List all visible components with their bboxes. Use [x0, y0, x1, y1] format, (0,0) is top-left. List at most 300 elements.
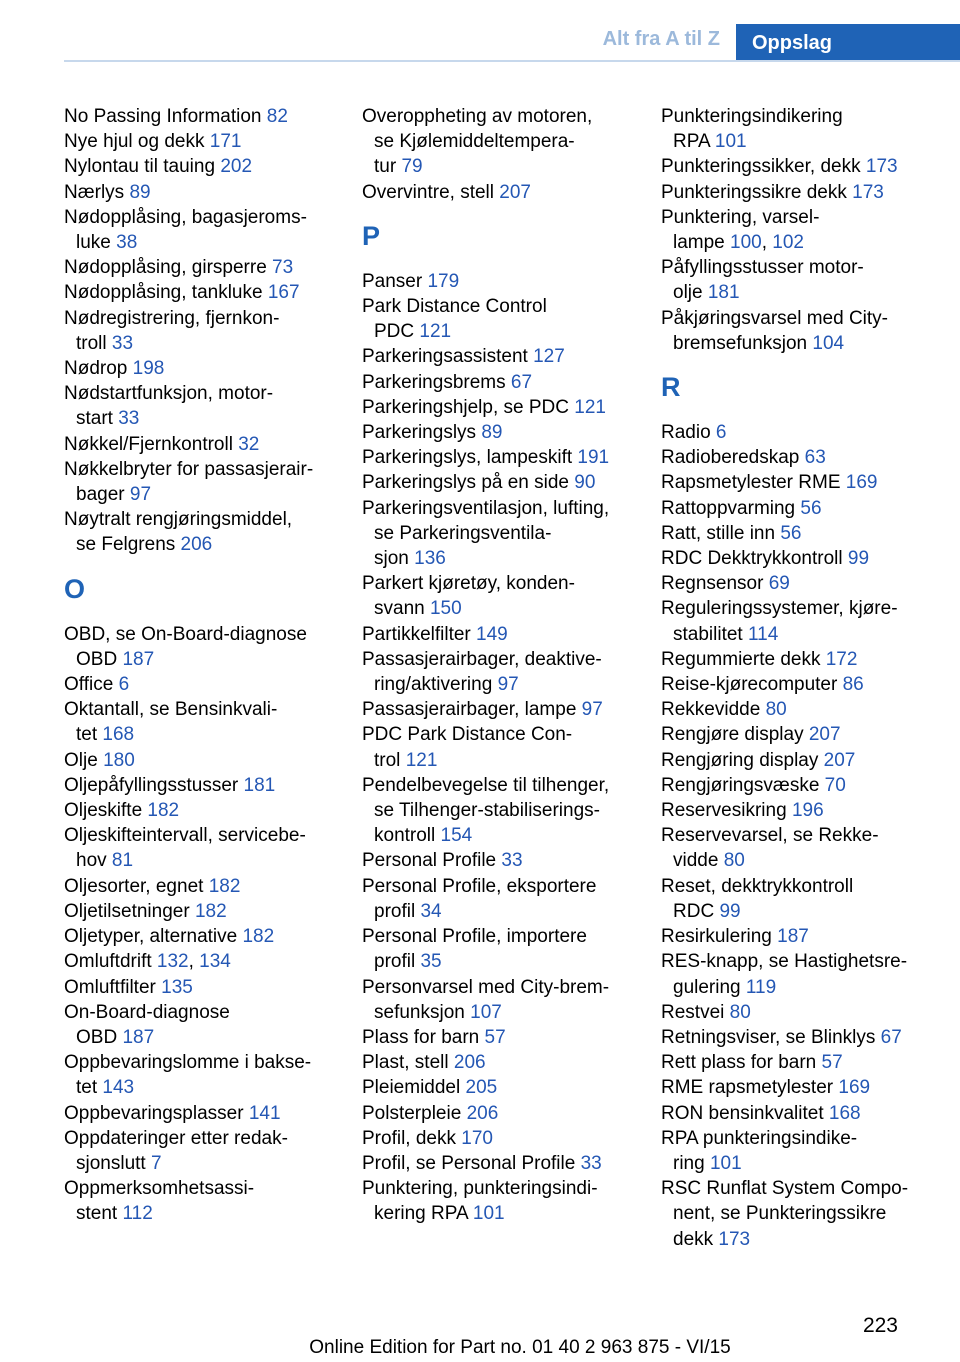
index-entry-line [362, 899, 648, 924]
index-entry-line [661, 924, 951, 949]
page-reference-link[interactable]: 205 [465, 1077, 498, 1099]
index-term: Parkeringslys [362, 422, 482, 444]
page-reference-link[interactable]: 127 [533, 346, 565, 368]
page-reference-link[interactable]: 134 [199, 951, 231, 973]
index-term: Nødregistrering, fjernkon- [64, 307, 280, 329]
index-term: Office [64, 674, 119, 696]
index-term: Radio [661, 422, 716, 444]
index-entry-line [661, 748, 951, 773]
index-entry-line [64, 773, 350, 798]
index-entry [661, 722, 951, 747]
index-entry-line [64, 205, 350, 230]
section-tab[interactable]: Alt fra A til Z [602, 28, 720, 50]
index-term: PDC [374, 321, 420, 343]
page-reference-link[interactable]: 114 [747, 623, 779, 645]
index-term: Nøkkel/Fjernkontroll [64, 433, 239, 455]
page-reference-link[interactable]: 207 [808, 724, 841, 746]
index-entry [64, 507, 350, 557]
index-entry-line [362, 1201, 648, 1226]
index-entry-line [362, 697, 648, 722]
page-reference-link[interactable]: 168 [828, 1102, 861, 1124]
index-term: RDC [673, 900, 720, 922]
index-entry-line [661, 1176, 951, 1201]
index-entry [64, 356, 350, 381]
index-term: No Passing Information [64, 106, 267, 127]
index-entry [661, 306, 951, 356]
index-term: Oktantall, se Bensinkvali- [64, 699, 278, 721]
index-term: Punktering, punkteringsindi- [362, 1178, 598, 1200]
index-entry-line [362, 180, 648, 205]
page-reference-link[interactable]: 33 [580, 1152, 602, 1174]
index-entry-line [661, 445, 951, 470]
index-term: sjon [374, 548, 415, 570]
index-entry [64, 306, 350, 356]
index-term: sefunksjon [374, 1001, 471, 1023]
index-term: Reservevarsel, se Rekke- [661, 825, 879, 847]
page-reference-link[interactable]: 181 [243, 774, 276, 796]
page-reference-link[interactable]: 6 [118, 674, 130, 696]
index-entry [64, 255, 350, 280]
page-reference-link[interactable]: 67 [510, 371, 533, 393]
index-term: se Felgrens [76, 534, 181, 556]
index-entry [661, 1025, 951, 1050]
index-entry [661, 104, 951, 154]
index-term: ring/aktivering [374, 674, 498, 696]
index-entry-line [661, 1050, 951, 1075]
index-term: Rattoppvarming [661, 497, 801, 519]
index-entry-line [661, 848, 951, 873]
index-term: RDC Dekktrykkontroll [661, 548, 848, 570]
page-reference-link[interactable]: 169 [845, 472, 878, 494]
index-entry [661, 496, 951, 521]
index-term: hov [76, 850, 112, 872]
index-entry [661, 924, 951, 949]
index-term: Nærlys [64, 181, 130, 203]
index-term: nent, se Punkteringssikre [673, 1203, 887, 1225]
page-reference-link[interactable]: 121 [419, 321, 452, 343]
page-reference-link[interactable]: 168 [102, 724, 135, 746]
index-term: tet [76, 1077, 103, 1099]
page-reference-link[interactable]: 33 [111, 332, 134, 354]
index-entry-line [64, 748, 350, 773]
page-reference-link[interactable]: 121 [574, 396, 606, 418]
page-reference-link[interactable]: 169 [838, 1077, 871, 1099]
index-entry [64, 1050, 350, 1100]
index-term: RME rapsmetylester [661, 1077, 839, 1099]
index-entry-line [661, 949, 951, 974]
page-reference-link[interactable]: 99 [847, 548, 870, 570]
index-entry-line [661, 230, 951, 255]
index-entry-line [661, 255, 951, 280]
page-reference-link[interactable]: 100 [730, 232, 762, 254]
index-entry [64, 180, 350, 205]
index-term: PDC Park Distance Con- [362, 724, 573, 746]
page-reference-link[interactable]: 99 [719, 900, 741, 922]
index-term: se Kjølemiddeltempera- [374, 131, 575, 153]
index-entry-line [64, 672, 350, 697]
page-reference-link[interactable]: 80 [765, 699, 787, 721]
index-term: Polsterpleie [362, 1102, 467, 1124]
index-term: Panser [362, 270, 428, 292]
page-reference-link[interactable]: 136 [414, 548, 446, 570]
page-reference-link[interactable]: 132 [156, 951, 189, 973]
index-term: Punkteringssikker, dekk [661, 156, 866, 178]
index-entry-line [661, 546, 951, 571]
page-reference-link[interactable]: 56 [800, 497, 822, 519]
index-entry [661, 154, 951, 179]
index-entry [362, 773, 648, 849]
active-tab-oppslag[interactable]: Oppslag [736, 24, 960, 62]
index-entry-line [661, 697, 951, 722]
page-reference-link[interactable]: 182 [242, 926, 275, 948]
index-column-1 [64, 104, 350, 1227]
index-term: Rekkevidde [661, 699, 766, 721]
index-column-2 [362, 104, 648, 1227]
index-entry-line [64, 848, 350, 873]
index-entry-line [661, 104, 951, 129]
index-entry [661, 798, 951, 823]
index-term: Personal Profile [362, 850, 502, 872]
index-entry-line [362, 370, 648, 395]
page-reference-link[interactable]: 90 [574, 472, 596, 494]
index-entry-line [64, 1025, 350, 1050]
index-term: lampe [673, 232, 731, 254]
index-term: OBD [76, 1026, 123, 1048]
index-term: Regummierte dekk [661, 648, 826, 670]
index-entry-line [661, 1201, 951, 1226]
index-entry [64, 748, 350, 773]
index-term: Profil, dekk [362, 1127, 462, 1149]
index-term: se Tilhenger-stabiliserings- [374, 800, 600, 822]
index-term: Rengjøre display [661, 724, 809, 746]
page-reference-link[interactable]: 206 [180, 534, 213, 556]
index-entry-line [64, 1050, 350, 1075]
page-reference-link[interactable]: 35 [420, 951, 442, 973]
index-term: dekk [673, 1228, 719, 1250]
index-term: Pendelbevegelse til tilhenger, [362, 774, 610, 796]
index-entry-line [64, 1151, 350, 1176]
page-reference-link[interactable]: 104 [812, 332, 845, 354]
page-reference-link[interactable]: 89 [481, 422, 503, 444]
index-entry [362, 370, 648, 395]
index-entry-line [362, 975, 648, 1000]
index-entry [64, 1176, 350, 1226]
index-term: Nødrop [64, 358, 133, 380]
page-reference-link[interactable]: 6 [715, 422, 727, 444]
page-reference-link[interactable]: 57 [821, 1052, 843, 1074]
index-term: Oljesorter, egnet [64, 875, 209, 897]
index-term: Punktering, varsel- [661, 206, 820, 228]
page-reference-link[interactable]: 69 [768, 573, 790, 595]
index-entry [362, 1151, 648, 1176]
index-entry-line [64, 104, 350, 129]
index-letter-heading: R [661, 372, 681, 403]
index-entry-line [64, 406, 350, 431]
index-entry [362, 470, 648, 495]
page-reference-link[interactable]: 207 [823, 749, 856, 771]
index-term: Oljeskifteintervall, servicebe- [64, 825, 306, 847]
index-entry-line [64, 482, 350, 507]
index-entry [64, 622, 350, 672]
page-reference-link[interactable]: 79 [401, 156, 423, 178]
index-term: Rett plass for barn [661, 1052, 822, 1074]
index-term: Nødstartfunksjon, motor- [64, 383, 274, 405]
page-reference-link[interactable]: 180 [103, 749, 135, 771]
index-entry [661, 1000, 951, 1025]
index-entry [362, 622, 648, 647]
page-reference-link[interactable]: 33 [118, 408, 140, 430]
page-reference-link[interactable]: 167 [267, 282, 300, 304]
page-reference-link[interactable]: 206 [453, 1052, 486, 1074]
index-entry-line [661, 672, 951, 697]
page-reference-link[interactable]: 198 [132, 358, 165, 380]
page-reference-link[interactable]: 112 [122, 1203, 153, 1225]
index-entry-line [661, 622, 951, 647]
index-term: Passasjerairbager, deaktive- [362, 648, 602, 670]
page-reference-link[interactable]: 173 [718, 1228, 751, 1250]
index-entry [64, 697, 350, 747]
index-entry [661, 823, 951, 873]
page-reference-link[interactable]: 135 [161, 976, 193, 998]
page-reference-link[interactable]: 150 [429, 598, 462, 620]
page-reference-link[interactable]: 187 [122, 1026, 155, 1048]
index-entry [661, 521, 951, 546]
index-entry [661, 748, 951, 773]
index-term: Partikkelfilter [362, 623, 477, 645]
page-reference-link[interactable]: 97 [497, 674, 519, 696]
index-term: Nøkkelbryter for passasjerair- [64, 458, 314, 480]
page-reference-link[interactable]: 173 [865, 156, 898, 178]
index-entry-line [64, 180, 350, 205]
page-reference-link[interactable]: 207 [499, 181, 531, 203]
index-entry-line [362, 104, 648, 129]
index-entry [64, 154, 350, 179]
index-term: Påkjøringsvarsel med City- [661, 307, 888, 329]
index-term: Oljepåfyllingsstusser [64, 774, 244, 796]
index-term: kontroll [374, 825, 441, 847]
index-term: Personal Profile, importere [362, 926, 587, 948]
page-reference-link[interactable]: 102 [772, 232, 804, 254]
index-term: se Parkeringsventila- [374, 522, 552, 544]
page-reference-link[interactable]: 89 [129, 181, 151, 203]
page-reference-link[interactable]: 202 [220, 156, 253, 178]
index-entry-line [362, 294, 648, 319]
index-term: Plast, stell [362, 1052, 454, 1074]
page-reference-link[interactable]: 143 [102, 1077, 135, 1099]
index-entry-line [661, 331, 951, 356]
page-reference-link[interactable]: 182 [147, 800, 180, 822]
index-term: , [761, 232, 773, 254]
page-reference-link[interactable]: 73 [272, 257, 294, 279]
page-reference-link[interactable]: 101 [714, 131, 747, 153]
index-entry [362, 1025, 648, 1050]
page-reference-link[interactable]: 179 [427, 270, 460, 292]
page-reference-link[interactable]: 181 [707, 282, 740, 304]
page-reference-link[interactable]: 206 [466, 1102, 499, 1124]
index-entry [64, 823, 350, 873]
page-reference-link[interactable]: 187 [122, 648, 155, 670]
page-reference-link[interactable]: 170 [461, 1127, 493, 1149]
index-entry-line [64, 381, 350, 406]
page-reference-link[interactable]: 97 [581, 699, 603, 721]
index-term: troll [76, 332, 112, 354]
page-reference-link[interactable]: 141 [248, 1102, 281, 1124]
index-entry-line [661, 180, 951, 205]
index-entry [362, 874, 648, 924]
page-reference-link[interactable]: 172 [825, 648, 858, 670]
page-reference-link[interactable]: 80 [729, 1001, 751, 1023]
index-term: Pleiemiddel [362, 1077, 466, 1099]
index-entry-line [362, 445, 648, 470]
index-entry-line [64, 457, 350, 482]
index-entry [661, 672, 951, 697]
index-term: Resirkulering [661, 926, 778, 948]
index-entry-line [661, 899, 951, 924]
page-reference-link[interactable]: 63 [804, 447, 826, 469]
index-entry-line [661, 1075, 951, 1100]
index-term: trol [374, 749, 406, 771]
index-entry [64, 773, 350, 798]
page-reference-link[interactable]: 38 [116, 232, 138, 254]
index-entry [362, 1101, 648, 1126]
page-reference-link[interactable]: 182 [208, 875, 241, 897]
index-term: Overoppheting av motoren, [362, 106, 593, 127]
index-entry-line [64, 1201, 350, 1226]
index-entry-line [661, 773, 951, 798]
index-term: profil [374, 951, 421, 973]
index-entry-line [64, 255, 350, 280]
index-entry [64, 899, 350, 924]
page-reference-link[interactable]: 34 [420, 900, 442, 922]
index-entry-line [661, 596, 951, 621]
index-term: Plass for barn [362, 1026, 485, 1048]
index-term: Personvarsel med City-brem- [362, 976, 610, 998]
page-reference-link[interactable]: 173 [852, 181, 884, 203]
index-term: profil [374, 900, 421, 922]
page-reference-link[interactable]: 171 [209, 131, 242, 153]
page-reference-link[interactable]: 56 [780, 522, 802, 544]
index-entry-line [362, 470, 648, 495]
index-entry [362, 1126, 648, 1151]
index-entry [64, 1101, 350, 1126]
index-entry [362, 924, 648, 974]
index-term: stent [76, 1203, 123, 1225]
index-term: OBD [76, 648, 123, 670]
index-entry [661, 420, 951, 445]
index-term: Oppbevaringslomme i bakse- [64, 1052, 312, 1074]
page-reference-link[interactable]: 33 [501, 850, 523, 872]
index-entry-line [661, 722, 951, 747]
index-entry-line [661, 1151, 951, 1176]
index-entry-line [64, 507, 350, 532]
index-entry-line [661, 154, 951, 179]
index-entry-line [362, 1000, 648, 1025]
index-entry [64, 975, 350, 1000]
index-entry-line [362, 596, 648, 621]
index-term: Punkteringssikre dekk [661, 181, 853, 203]
page-reference-link[interactable]: 101 [472, 1203, 505, 1225]
index-entry-line [362, 129, 648, 154]
page-reference-link[interactable]: 97 [129, 484, 152, 506]
index-term: bremsefunksjon [673, 332, 813, 354]
index-entry [362, 269, 648, 294]
index-term: Omluftfilter [64, 976, 162, 998]
index-term: Rapsmetylester RME [661, 472, 846, 494]
index-entry-line [661, 1000, 951, 1025]
index-column-3 [661, 104, 951, 1252]
page-reference-link[interactable]: 154 [440, 825, 473, 847]
index-entry [64, 949, 350, 974]
page-reference-link[interactable]: 149 [476, 623, 508, 645]
index-entry-line [64, 280, 350, 305]
page-reference-link[interactable]: 182 [194, 900, 227, 922]
page-reference-link[interactable]: 7 [150, 1152, 162, 1174]
index-entry-line [661, 571, 951, 596]
index-entry-line [64, 924, 350, 949]
index-entry-line [362, 571, 648, 596]
page-reference-link[interactable]: 67 [880, 1026, 902, 1048]
index-entry [64, 205, 350, 255]
index-entry-line [64, 622, 350, 647]
page-reference-link[interactable]: 81 [111, 850, 134, 872]
page-reference-link[interactable]: 32 [238, 433, 260, 455]
index-entry [661, 180, 951, 205]
index-term: vidde [673, 850, 724, 872]
index-term: Nødopplåsing, tankluke [64, 282, 268, 304]
index-entry-line [362, 823, 648, 848]
index-term: Nøytralt rengjøringsmiddel, [64, 509, 293, 531]
page-reference-link[interactable]: 187 [777, 926, 809, 948]
index-entry [362, 180, 648, 205]
index-entry [362, 420, 648, 445]
page-reference-link[interactable]: 82 [266, 106, 288, 127]
index-term: Oljetilsetninger [64, 900, 195, 922]
index-entry-line [661, 496, 951, 521]
page-reference-link[interactable]: 196 [791, 800, 824, 822]
page-reference-link[interactable]: 107 [470, 1001, 502, 1023]
index-entry-line [661, 306, 951, 331]
index-term: sjonslutt [76, 1152, 151, 1174]
index-entry-line [661, 521, 951, 546]
index-entry [661, 697, 951, 722]
page-reference-link[interactable]: 101 [709, 1152, 742, 1174]
page-reference-link[interactable]: 80 [723, 850, 745, 872]
index-entry [362, 975, 648, 1025]
page-reference-link[interactable]: 191 [577, 447, 610, 469]
index-entry-line [661, 129, 951, 154]
page-reference-link[interactable]: 57 [484, 1026, 506, 1048]
index-term: start [76, 408, 119, 430]
index-term: Parkeringsbrems [362, 371, 511, 393]
index-entry [362, 344, 648, 369]
page-reference-link[interactable]: 70 [824, 774, 846, 796]
page-reference-link[interactable]: 121 [405, 749, 438, 771]
index-term: Oljeskifte [64, 800, 148, 822]
index-term: Personal Profile, eksportere [362, 875, 597, 897]
index-entry-line [64, 823, 350, 848]
index-entry-line [362, 154, 648, 179]
index-term: gulering [673, 976, 746, 998]
index-entry [362, 697, 648, 722]
index-term: Reise-kjørecomputer [661, 674, 843, 696]
page-reference-link[interactable]: 119 [745, 976, 777, 998]
page-reference-link[interactable]: 86 [842, 674, 864, 696]
index-term: Oljetyper, alternative [64, 926, 243, 948]
index-entry-line [64, 356, 350, 381]
index-entry-line [362, 521, 648, 546]
index-entry [64, 924, 350, 949]
page-header [64, 24, 960, 62]
